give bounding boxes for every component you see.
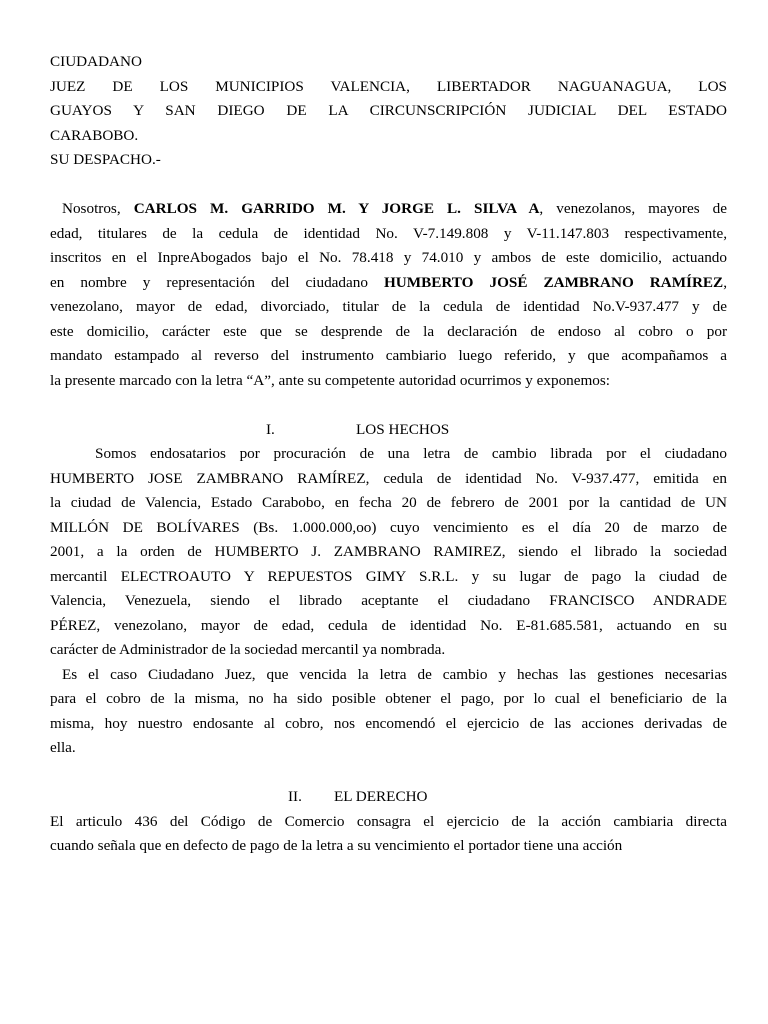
addressee-line: CIUDADANO [50,53,142,70]
text-line: mercantil ELECTROAUTO Y REPUESTOS GIMY S.R.L. y su lugar de pago la ciudad de [50,567,727,585]
text-line: cuando señala que en defecto de pago de la letra a su vencimiento el portador tiene una acción [50,837,623,854]
text-run: , venezolanos, mayores de [539,200,727,217]
text-line: venezolano, mayor de edad, divorciado, titular de la cedula de identidad No.V-937.477 y de [50,298,727,315]
text-line: ella. [50,739,76,756]
text-line [50,271,727,296]
client-name: HUMBERTO JOSÉ ZAMBRANO RAMÍREZ [383,273,724,291]
document-page [50,50,727,859]
text-line: HUMBERTO JOSE ZAMBRANO RAMÍREZ, cedula de identidad No. V-937.477, emitida en [50,469,727,487]
text-line: mandato estampado al reverso del instrumento cambiario luego referido, y que acompañamos a [50,347,727,364]
text-line: inscritos en el InpreAbogados bajo el No. 78.418 y 74.010 y ambos de este domicilio, actuando [50,249,727,266]
text-line: El articulo 436 del Código de Comercio consagra el ejercicio de la acción cambiaria directa [50,812,727,830]
section-heading-derecho [50,785,727,810]
text-line: la presente marcado con la letra “A”, ante su competente autoridad ocurrimos y exponemos: [50,371,611,389]
text-run: , [723,273,727,291]
derecho-paragraph-1 [50,810,727,859]
text-line: PÉREZ, venezolano, mayor de edad, cedula de identidad No. E-81.685.581, actuando en su [50,616,727,634]
text-line: misma, hoy nuestro endosante al cobro, nos encomendó el ejercicio de las acciones derivadas de [50,714,727,732]
addressee-line: SU DESPACHO.- [50,151,161,168]
text-run: Nosotros, [62,200,134,217]
text-line: Valencia, Venezuela, siendo el librado aceptante el ciudadano FRANCISCO ANDRADE [50,592,727,609]
text-line: carácter de Administrador de la sociedad mercantil ya nombrada. [50,641,446,658]
hechos-paragraph-1 [50,442,727,663]
section-number: I. [266,420,275,438]
addressee-line: GUAYOS Y SAN DIEGO DE LA CIRCUNSCRIPCIÓN JUDICIAL DEL ESTADO [50,102,727,119]
addressee-line: JUEZ DE LOS MUNICIPIOS VALENCIA, LIBERTADOR NAGUANAGUA, LOS [50,77,727,95]
section-title: LOS HECHOS [356,420,450,438]
text-line: edad, titulares de la cedula de identidad No. V-7.149.808 y V-11.147.803 respectivamente, [50,224,727,242]
section-number: II. [288,788,302,805]
text-line: Es el caso Ciudadano Juez, que vencida la letra de cambio y hechas las gestiones necesarias [62,665,727,683]
addressee-line: CARABOBO. [50,126,139,144]
text-line: 2001, a la orden de HUMBERTO J. ZAMBRANO RAMIREZ, siendo el librado la sociedad [50,543,727,560]
section-heading-hechos [50,418,727,443]
section-title: EL DERECHO [334,788,428,805]
text-line: este domicilio, carácter este que se desprende de la declaración de endoso al cobro o por [50,322,727,340]
text-run: en nombre y representación del ciudadano [50,273,384,291]
text-line: MILLÓN DE BOLÍVARES (Bs. 1.000.000,oo) cuyo vencimiento es el día 20 de marzo de [50,518,727,536]
intro-paragraph [50,197,727,393]
text-line: para el cobro de la misma, no ha sido posible obtener el pago, por lo cual el beneficiario de la [50,690,727,707]
hechos-paragraph-2 [50,663,727,761]
addressee-block [50,50,727,173]
text-line: la ciudad de Valencia, Estado Carabobo, en fecha 20 de febrero de 2001 por la cantidad de UN [50,494,727,511]
text-line: Somos endosatarios por procuración de una letra de cambio librada por el ciudadano [95,445,727,462]
text-line [50,197,727,222]
lawyers-names: CARLOS M. GARRIDO M. Y JORGE L. SILVA A [133,200,540,217]
